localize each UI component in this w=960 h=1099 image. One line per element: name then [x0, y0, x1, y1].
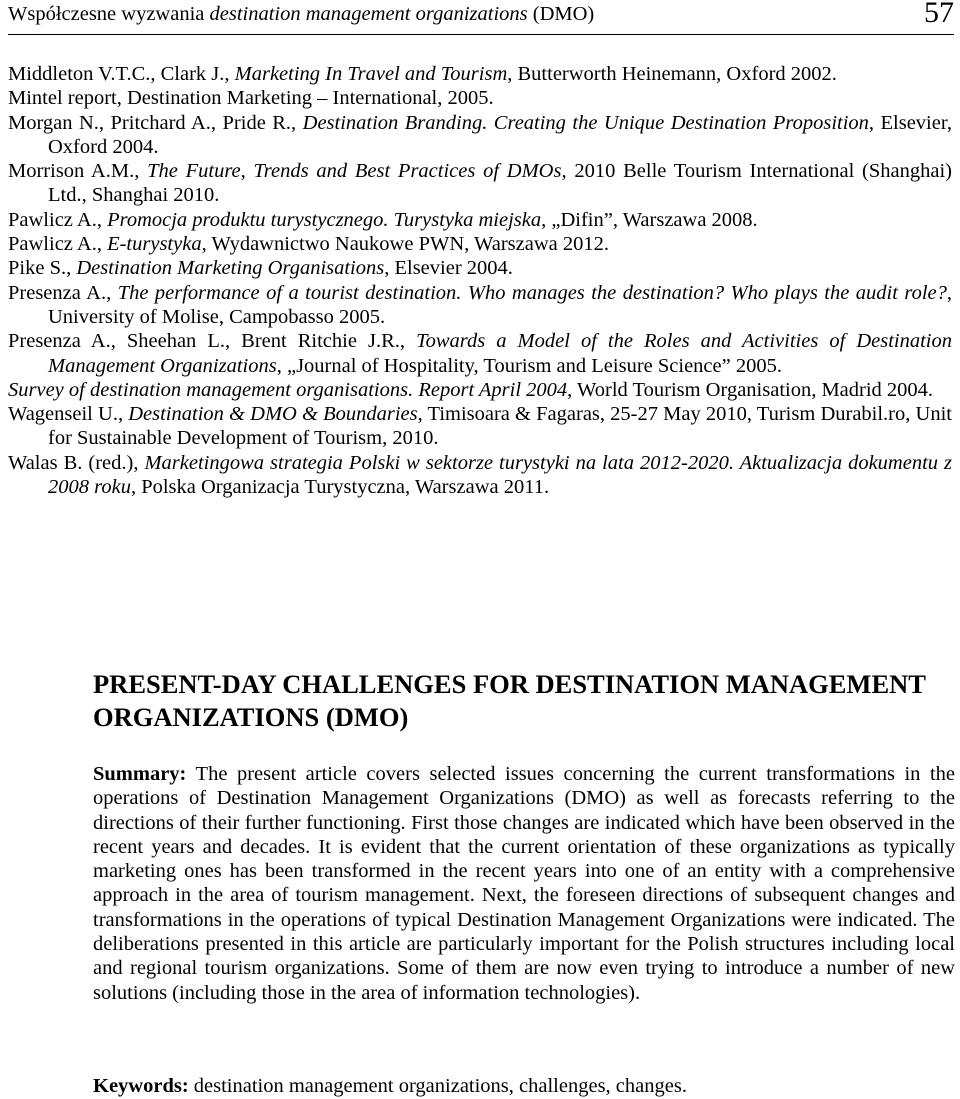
reference-text: , Elsevier 2004. [384, 257, 513, 280]
running-header [8, 0, 954, 35]
reference-list [8, 62, 952, 499]
reference-title: Promocja produktu turystycznego. Turystyka miejska [107, 208, 542, 231]
reference-entry [8, 208, 952, 232]
reference-text: Walas B. (red.), [8, 451, 145, 474]
header-title-suffix: (DMO) [527, 3, 595, 25]
reference-text: Mintel report, Destination Marketing – International, 2005. [8, 87, 494, 110]
reference-entry [8, 86, 952, 110]
reference-entry [8, 378, 952, 402]
reference-text: Presenza A., Sheehan L., Brent Ritchie J.R., [8, 330, 417, 353]
reference-title: Survey of destination management organisations. Report April 2004 [8, 378, 568, 401]
reference-entry [8, 111, 952, 160]
reference-entry [8, 329, 952, 378]
reference-text: Morgan N., Pritchard A., Pride R., [8, 111, 303, 134]
keywords-text: destination management organizations, challenges, changes. [188, 1075, 687, 1097]
header-title-italic: destination management organizations [209, 3, 528, 25]
reference-entry [8, 402, 952, 451]
reference-title: The performance of a tourist destination. Who manages the destination? Who plays the audit role? [117, 281, 947, 304]
reference-text: , World Tourism Organisation, Madrid 2004. [567, 378, 934, 401]
reference-title: Destination Branding. Creating the Unique Destination Proposition [302, 111, 869, 134]
reference-title: Towards a Model of the Roles and Activities of Destination Management Organizations [48, 330, 952, 377]
reference-entry [8, 256, 952, 280]
reference-title: Destination & DMO & Boundaries [128, 403, 418, 426]
reference-text: Pawlicz A., [8, 233, 108, 256]
summary-paragraph [93, 762, 955, 1005]
abstract-title: PRESENT-DAY CHALLENGES FOR DESTINATION MANAGEMENT ORGANIZATIONS (DMO) [93, 669, 926, 732]
reference-title: The Future, Trends and Best Practices of DMOs [147, 160, 562, 183]
reference-text: Pike S., [8, 257, 77, 280]
reference-title: Destination Marketing Organisations [76, 257, 385, 280]
running-header-title [8, 3, 594, 26]
keywords-label: Keywords: [93, 1075, 189, 1097]
keywords-paragraph [93, 1074, 955, 1098]
reference-entry [8, 159, 952, 208]
reference-title: Marketingowa strategia Polski w sektorze turystyki na lata 2012-2020. Aktualizacja dokumentu z 2008 roku [48, 451, 952, 499]
reference-text: Middleton V.T.C., Clark J., [8, 63, 235, 85]
page-number: 57 [924, 0, 954, 29]
reference-text: , University of Molise, Campobasso 2005. [48, 281, 952, 328]
reference-text: , Wydawnictwo Naukowe PWN, Warszawa 2012. [201, 233, 609, 256]
reference-title: Marketing In Travel and Tourism [234, 63, 508, 85]
reference-text: , Elsevier, Oxford 2004. [48, 111, 952, 158]
summary-text: The present article covers selected issues concerning the current transformations in the operations of Destination Management Organizations (DMO) as well as forecasts referring to the directions of their further functioning. First those changes are indicated which have been observed in the recent years and decades. It is evident that the current orientation of these organizations as typically marketing ones has been transformed in the recent years into one of an entity with a comprehensive approach in the area of tourism management. Next, the foreseen directions of subsequent changes and transformations in the operations of typical Destination Management Organizations were indicated. The deliberations presented in this article are particularly important for the Polish structures including local and regional tourism organizations. Some of them are now even trying to introduce a number of new solutions (including those in the area of information technologies). [93, 763, 955, 1004]
reference-text: , Polska Organizacja Turystyczna, Warszawa 2011. [130, 476, 550, 499]
reference-text: , „Journal of Hospitality, Tourism and Leisure Science” 2005. [276, 354, 782, 377]
reference-text: Morrison A.M., [8, 160, 148, 183]
reference-text: Wagenseil U., [8, 403, 129, 426]
reference-text: Presenza A., [8, 281, 118, 304]
reference-text: , Butterworth Heinemann, Oxford 2002. [507, 63, 837, 85]
reference-entry [8, 62, 952, 86]
reference-text: , „Difin”, Warszawa 2008. [541, 208, 758, 231]
reference-title: E-turystyka [107, 233, 202, 256]
header-title-prefix: Współczesne wyzwania [8, 3, 210, 25]
reference-entry [8, 451, 952, 500]
reference-text: , 2010 Belle Tourism International (Shanghai) Ltd., Shanghai 2010. [48, 160, 952, 207]
summary-label: Summary: [93, 763, 187, 785]
reference-entry [8, 232, 952, 256]
reference-text: , Timisoara & Fagaras, 25-27 May 2010, Turism Durabil.ro, Unit for Sustainable Development of Tourism, 2010. [48, 403, 952, 450]
reference-text: Pawlicz A., [8, 208, 108, 231]
reference-entry [8, 281, 952, 330]
